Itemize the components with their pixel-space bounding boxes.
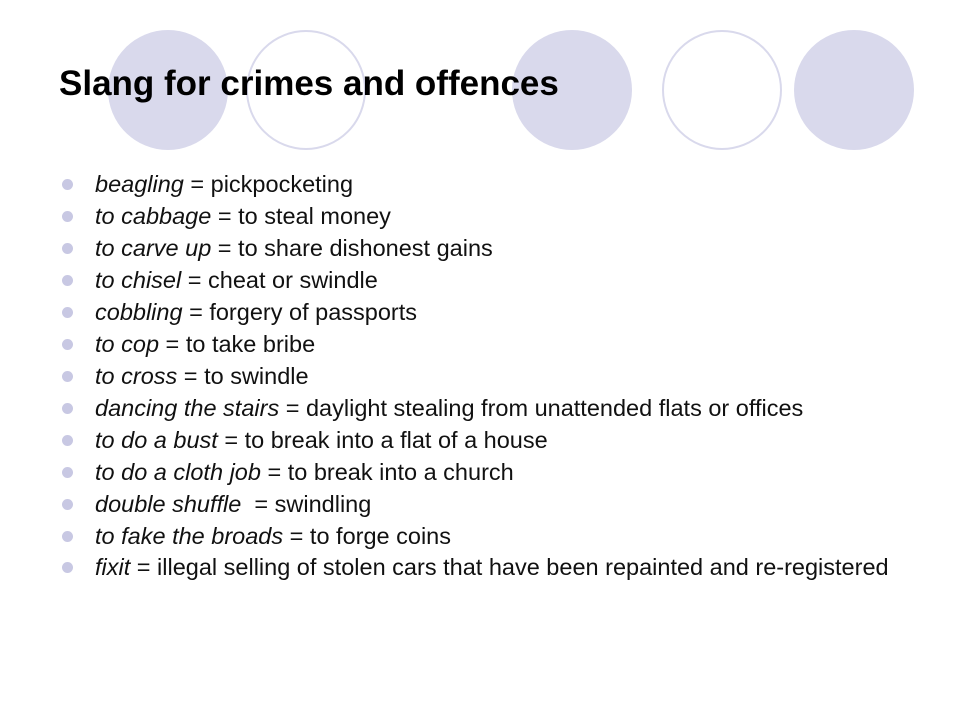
bullet-dot-icon: [62, 499, 73, 510]
slang-term: to do a bust: [95, 427, 218, 453]
slang-term: beagling: [95, 171, 184, 197]
slang-definition: = to take bribe: [159, 331, 316, 357]
bullet-dot-icon: [62, 211, 73, 222]
bullet-dot-icon: [62, 339, 73, 350]
list-item: [58, 456, 918, 488]
bullet-dot-icon: [62, 307, 73, 318]
slang-definition: = to break into a flat of a house: [217, 427, 548, 453]
list-item: [58, 200, 918, 232]
slang-term: to chisel: [95, 267, 182, 293]
slide-title: Slang for crimes and offences: [59, 64, 559, 103]
list-item: [58, 488, 918, 520]
slang-term: to carve up: [95, 235, 212, 261]
list-item: [58, 520, 918, 552]
decor-circle-outline: [662, 30, 782, 150]
slang-definition: = to swindle: [177, 363, 309, 389]
bullet-dot-icon: [62, 531, 73, 542]
list-item: [58, 264, 918, 296]
slang-definition: = swindling: [241, 491, 372, 517]
list-item: [58, 552, 918, 581]
slang-definition: = daylight stealing from unattended flats or offices: [279, 395, 804, 421]
slang-definition: = pickpocketing: [183, 171, 354, 197]
slang-definition: = to share dishonest gains: [211, 235, 493, 261]
bullet-list: [58, 168, 918, 581]
bullet-dot-icon: [62, 179, 73, 190]
list-item: [58, 168, 918, 200]
slang-term: to cop: [95, 331, 160, 357]
bullet-dot-icon: [62, 435, 73, 446]
list-item: [58, 296, 918, 328]
slang-term: to fake the broads: [95, 523, 284, 549]
slang-definition: = illegal selling of stolen cars that have been repainted and re-registered: [130, 554, 889, 580]
slang-definition: = to steal money: [211, 203, 391, 229]
slang-term: to cross: [95, 363, 178, 389]
slang-term: dancing the stairs: [95, 395, 280, 421]
list-item: [58, 328, 918, 360]
slang-definition: = to break into a church: [260, 459, 514, 485]
bullet-dot-icon: [62, 371, 73, 382]
bullet-dot-icon: [62, 243, 73, 254]
slang-term: cobbling: [95, 299, 183, 325]
bullet-dot-icon: [62, 562, 73, 573]
slang-term: to do a cloth job: [95, 459, 261, 485]
slang-definition: = cheat or swindle: [181, 267, 378, 293]
list-item: [58, 392, 918, 424]
list-item: [58, 424, 918, 456]
list-item: [58, 360, 918, 392]
slang-term: to cabbage: [95, 203, 212, 229]
slang-definition: = to forge coins: [283, 523, 452, 549]
decor-circle-filled: [794, 30, 914, 150]
slang-term: double shuffle: [95, 491, 242, 517]
bullet-dot-icon: [62, 275, 73, 286]
list-item: [58, 232, 918, 264]
bullet-dot-icon: [62, 403, 73, 414]
bullet-dot-icon: [62, 467, 73, 478]
slang-definition: = forgery of passports: [182, 299, 418, 325]
slang-term: fixit: [95, 554, 131, 580]
